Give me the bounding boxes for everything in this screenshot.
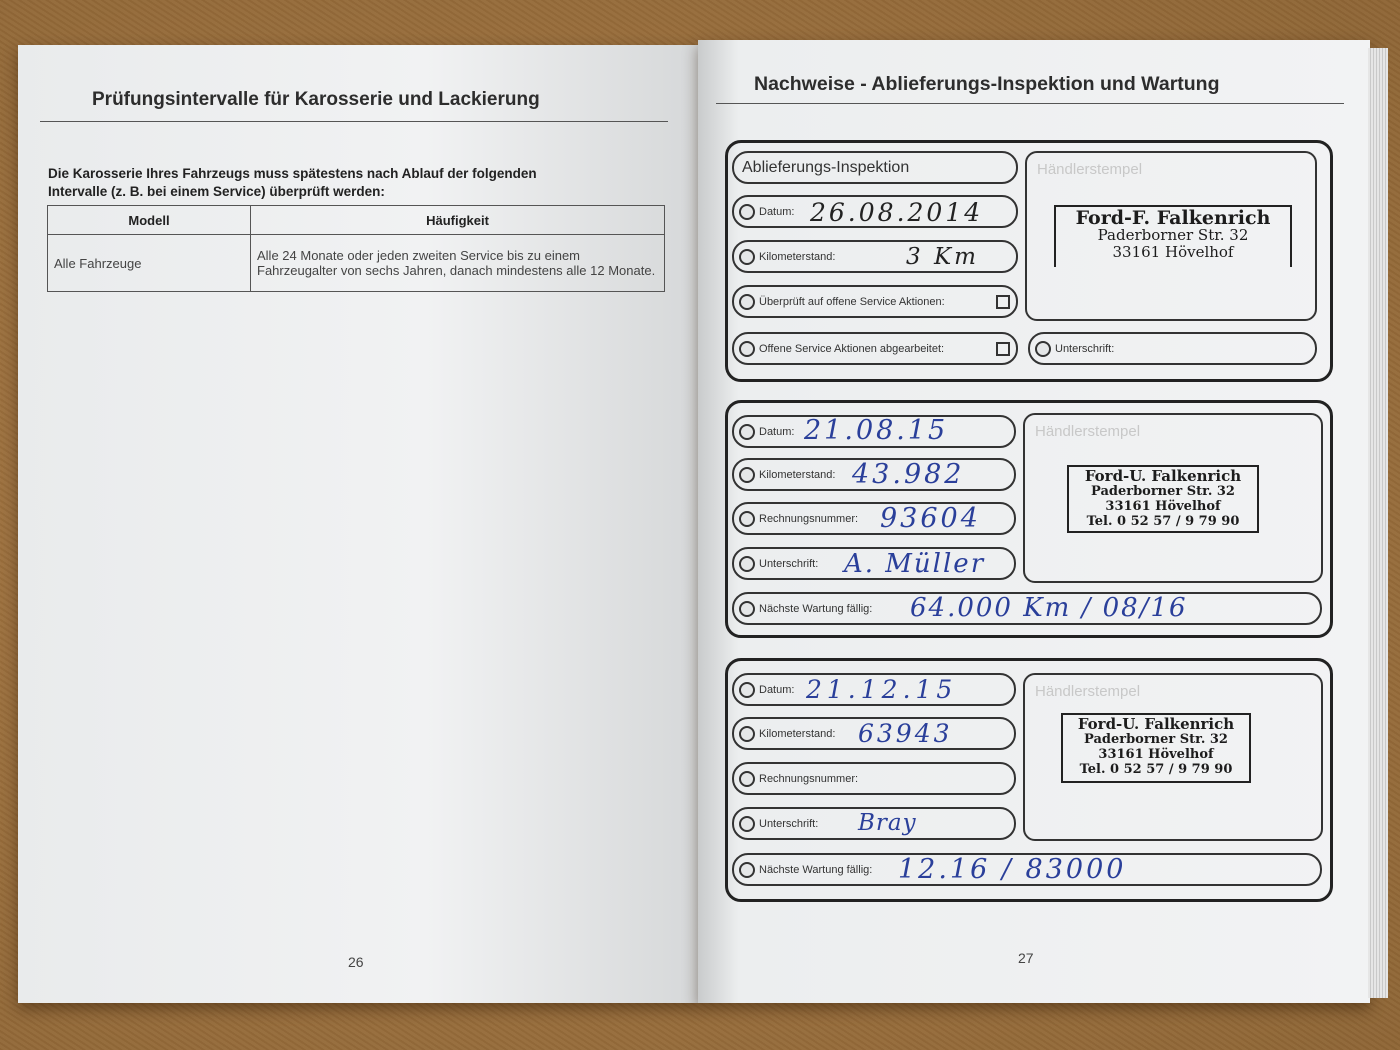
inspection-heading-pill — [732, 151, 1018, 184]
unterschrift-field[interactable] — [732, 547, 1016, 580]
km-value: 43.982 — [852, 459, 965, 490]
datum-field[interactable] — [732, 673, 1016, 706]
page-number-right: 27 — [1018, 950, 1034, 966]
dealer-stamp: Ford-U. Falkenrich Paderborner Str. 32 33161 Hövelhof Tel. 0 52 57 / 9 79 90 — [1061, 713, 1251, 783]
km-value: 63943 — [858, 719, 953, 748]
datum-field[interactable] — [732, 195, 1018, 228]
invoice-value: 93604 — [880, 503, 981, 534]
datum-label: Datum: — [759, 205, 795, 218]
next-service-field[interactable] — [732, 592, 1322, 625]
datum-value: 21.08.15 — [804, 415, 949, 446]
check2-label: Offene Service Aktionen abgearbeitet: — [759, 342, 945, 355]
radio-icon[interactable] — [739, 467, 755, 483]
dealer-stamp: Ford-F. Falkenrich Paderborner Str. 32 33161 Hövelhof — [1054, 205, 1292, 267]
next-label: Nächste Wartung fällig: — [759, 602, 873, 615]
checkbox-icon[interactable] — [996, 295, 1010, 309]
dealer-stamp-box — [1023, 673, 1323, 841]
radio-icon[interactable] — [739, 249, 755, 265]
left-page-title: Prüfungsintervalle für Karosserie und Lackierung — [92, 89, 540, 110]
stamp-header: Händlerstempel — [1035, 423, 1141, 440]
next-service-field[interactable] — [732, 853, 1322, 886]
rechnungsnummer-field[interactable] — [732, 762, 1016, 795]
datum-label: Datum: — [759, 683, 795, 696]
radio-icon[interactable] — [739, 816, 755, 832]
radio-icon[interactable] — [739, 556, 755, 572]
signature-label: Unterschrift: — [759, 557, 819, 570]
radio-icon[interactable] — [739, 204, 755, 220]
stamp-header: Händlerstempel — [1035, 683, 1141, 700]
km-label: Kilometerstand: — [759, 727, 836, 740]
open-actions-done-field[interactable] — [732, 332, 1018, 365]
dealer-stamp-box — [1023, 413, 1323, 583]
service-record-card-1 — [725, 400, 1333, 638]
kilometerstand-field[interactable] — [732, 717, 1016, 750]
km-label: Kilometerstand: — [759, 250, 836, 263]
radio-icon[interactable] — [739, 726, 755, 742]
page-edge — [1368, 48, 1388, 998]
right-page — [698, 40, 1370, 1003]
signature-value: A. Müller — [844, 549, 986, 579]
title-rule — [716, 103, 1344, 104]
datum-label: Datum: — [759, 425, 795, 438]
radio-icon[interactable] — [739, 341, 755, 357]
intro-text — [48, 165, 648, 201]
intro-line-2: Intervalle (z. B. bei einem Service) überprüft werden: — [48, 184, 385, 199]
radio-icon[interactable] — [739, 601, 755, 617]
interval-table — [47, 205, 665, 292]
intro-line-1: Die Karosserie Ihres Fahrzeugs muss spätestens nach Ablauf der folgenden — [48, 166, 537, 181]
dealer-stamp: Ford-U. Falkenrich Paderborner Str. 32 33161 Hövelhof Tel. 0 52 57 / 9 79 90 — [1067, 465, 1259, 533]
page-number-left: 26 — [348, 954, 364, 970]
cell-modell: Alle Fahrzeuge — [48, 235, 251, 292]
signature-field[interactable] — [1028, 332, 1317, 365]
radio-icon[interactable] — [739, 294, 755, 310]
check-service-actions-field[interactable] — [732, 285, 1018, 318]
signature-label: Unterschrift: — [759, 817, 819, 830]
kilometerstand-field[interactable] — [732, 458, 1016, 491]
header-modell: Modell — [48, 206, 251, 235]
signature-value: Bray — [858, 810, 917, 836]
radio-icon[interactable] — [739, 771, 755, 787]
datum-field[interactable] — [732, 415, 1016, 448]
right-page-title: Nachweise - Ablieferungs-Inspektion und Wartung — [754, 73, 1220, 95]
unterschrift-field[interactable] — [732, 807, 1016, 840]
signature-label: Unterschrift: — [1055, 342, 1115, 355]
next-value: 12.16 / 83000 — [898, 854, 1127, 885]
check1-label: Überprüft auf offene Service Aktionen: — [759, 295, 945, 308]
stamp-header: Händlerstempel — [1037, 161, 1143, 178]
inspection-heading: Ablieferungs-Inspektion — [742, 158, 910, 176]
radio-icon[interactable] — [739, 682, 755, 698]
rechnungsnummer-field[interactable] — [732, 502, 1016, 535]
datum-value: 26.08.2014 — [810, 198, 984, 227]
header-haeufigkeit: Häufigkeit — [251, 206, 665, 235]
radio-icon[interactable] — [739, 424, 755, 440]
radio-icon[interactable] — [739, 862, 755, 878]
kilometerstand-field[interactable] — [732, 240, 1018, 273]
radio-icon[interactable] — [739, 511, 755, 527]
left-page — [18, 45, 698, 1003]
service-record-card-2 — [725, 658, 1333, 902]
invoice-label: Rechnungsnummer: — [759, 512, 859, 525]
invoice-label: Rechnungsnummer: — [759, 772, 859, 785]
km-value: 3 Km — [906, 244, 979, 270]
dealer-stamp-box — [1025, 151, 1317, 321]
next-value: 64.000 Km / 08/16 — [910, 593, 1188, 623]
cell-haeufigkeit: Alle 24 Monate oder jeden zweiten Service bis zu einem Fahrzeugalter von sechs Jahren, danach mindestens alle 12 Monate. — [251, 235, 665, 292]
checkbox-icon[interactable] — [996, 342, 1010, 356]
table-row — [48, 235, 665, 292]
title-rule — [40, 121, 668, 122]
next-label: Nächste Wartung fällig: — [759, 863, 873, 876]
datum-value: 21.12.15 — [806, 675, 958, 704]
delivery-inspection-card — [725, 140, 1333, 382]
radio-icon[interactable] — [1035, 341, 1051, 357]
km-label: Kilometerstand: — [759, 468, 836, 481]
